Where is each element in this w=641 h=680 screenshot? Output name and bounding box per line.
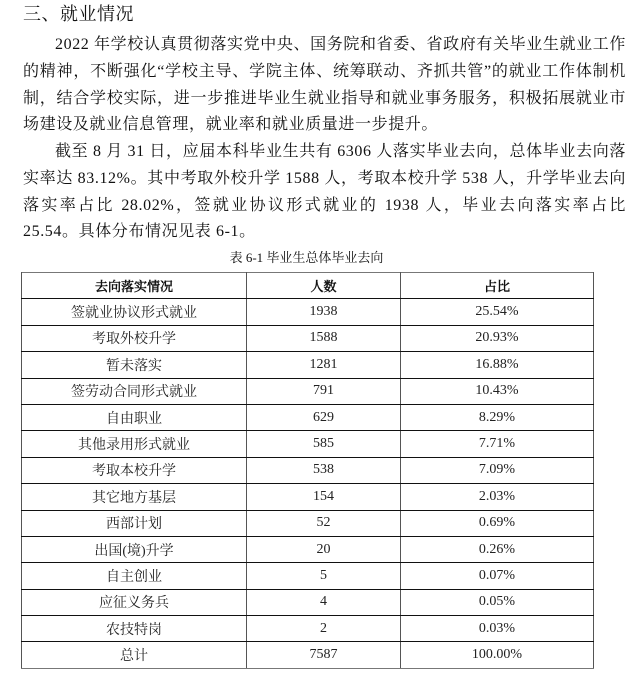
cell-destination: 应征义务兵	[22, 589, 247, 615]
table-row	[22, 378, 594, 404]
cell-count: 538	[247, 457, 401, 483]
cell-destination: 自主创业	[22, 563, 247, 589]
cell-ratio: 2.03%	[401, 484, 594, 510]
cell-destination: 考取本校升学	[22, 457, 247, 483]
cell-count: 5	[247, 563, 401, 589]
cell-destination: 农技特岗	[22, 616, 247, 642]
destination-table-container	[21, 272, 593, 669]
cell-ratio: 7.09%	[401, 457, 594, 483]
table-row	[22, 484, 594, 510]
cell-count: 154	[247, 484, 401, 510]
cell-destination: 自由职业	[22, 404, 247, 430]
cell-ratio: 8.29%	[401, 404, 594, 430]
header-destination: 去向落实情况	[22, 273, 247, 299]
cell-count: 1938	[247, 299, 401, 325]
table-row	[22, 457, 594, 483]
cell-total-label: 总计	[22, 642, 247, 668]
cell-destination: 签就业协议形式就业	[22, 299, 247, 325]
cell-total-count: 7587	[247, 642, 401, 668]
table-row	[22, 510, 594, 536]
cell-ratio: 0.03%	[401, 616, 594, 642]
cell-ratio: 0.69%	[401, 510, 594, 536]
cell-destination: 其他录用形式就业	[22, 431, 247, 457]
table-row	[22, 404, 594, 430]
table-row	[22, 431, 594, 457]
cell-ratio: 0.07%	[401, 563, 594, 589]
cell-destination: 考取外校升学	[22, 325, 247, 351]
table-total-row	[22, 642, 594, 668]
graduate-destination-table	[21, 272, 594, 669]
cell-count: 52	[247, 510, 401, 536]
cell-count: 20	[247, 536, 401, 562]
cell-count: 1588	[247, 325, 401, 351]
cell-count: 585	[247, 431, 401, 457]
table-caption: 表 6-1 毕业生总体毕业去向	[229, 250, 384, 265]
cell-destination: 其它地方基层	[22, 484, 247, 510]
table-row	[22, 563, 594, 589]
cell-ratio: 0.26%	[401, 536, 594, 562]
cell-ratio: 16.88%	[401, 352, 594, 378]
cell-destination: 西部计划	[22, 510, 247, 536]
cell-ratio: 25.54%	[401, 299, 594, 325]
cell-count: 629	[247, 404, 401, 430]
cell-count: 1281	[247, 352, 401, 378]
cell-ratio: 7.71%	[401, 431, 594, 457]
cell-ratio: 20.93%	[401, 325, 594, 351]
cell-destination: 签劳动合同形式就业	[22, 378, 247, 404]
cell-ratio: 10.43%	[401, 378, 594, 404]
table-row	[22, 299, 594, 325]
table-row	[22, 616, 594, 642]
table-row	[22, 325, 594, 351]
section-heading: 三、就业情况	[23, 4, 134, 25]
paragraph-intro: 2022 年学校认真贯彻落实党中央、国务院和省委、省政府有关毕业生就业工作的精神，不断强化“学校主导、学院主体、统筹联动、齐抓共管”的就业工作体制机制，结合学校实际，进一步推进毕业生就业指导和就业事务服务，积极拓展就业市场建设及就业信息管理，就业率和就业质量进一步提升。	[23, 36, 626, 134]
header-ratio: 占比	[401, 273, 594, 299]
cell-destination: 出国(境)升学	[22, 536, 247, 562]
cell-count: 4	[247, 589, 401, 615]
cell-ratio: 0.05%	[401, 589, 594, 615]
header-count: 人数	[247, 273, 401, 299]
cell-total-ratio: 100.00%	[401, 642, 594, 668]
table-header-row	[22, 273, 594, 299]
cell-destination: 暂未落实	[22, 352, 247, 378]
cell-count: 791	[247, 378, 401, 404]
paragraph-statistics: 截至 8 月 31 日，应届本科毕业生共有 6306 人落实毕业去向，总体毕业去向落实率达 83.12%。其中考取外校升学 1588 人，考取本校升学 538 人，升学毕业去向落实率占比 28.02%，签就业协议形式就业的 1938 人，毕业去向落实率占比 25.54。具体分布情况见表 6-1。	[23, 143, 626, 241]
table-row	[22, 589, 594, 615]
table-row	[22, 352, 594, 378]
table-row	[22, 536, 594, 562]
cell-count: 2	[247, 616, 401, 642]
